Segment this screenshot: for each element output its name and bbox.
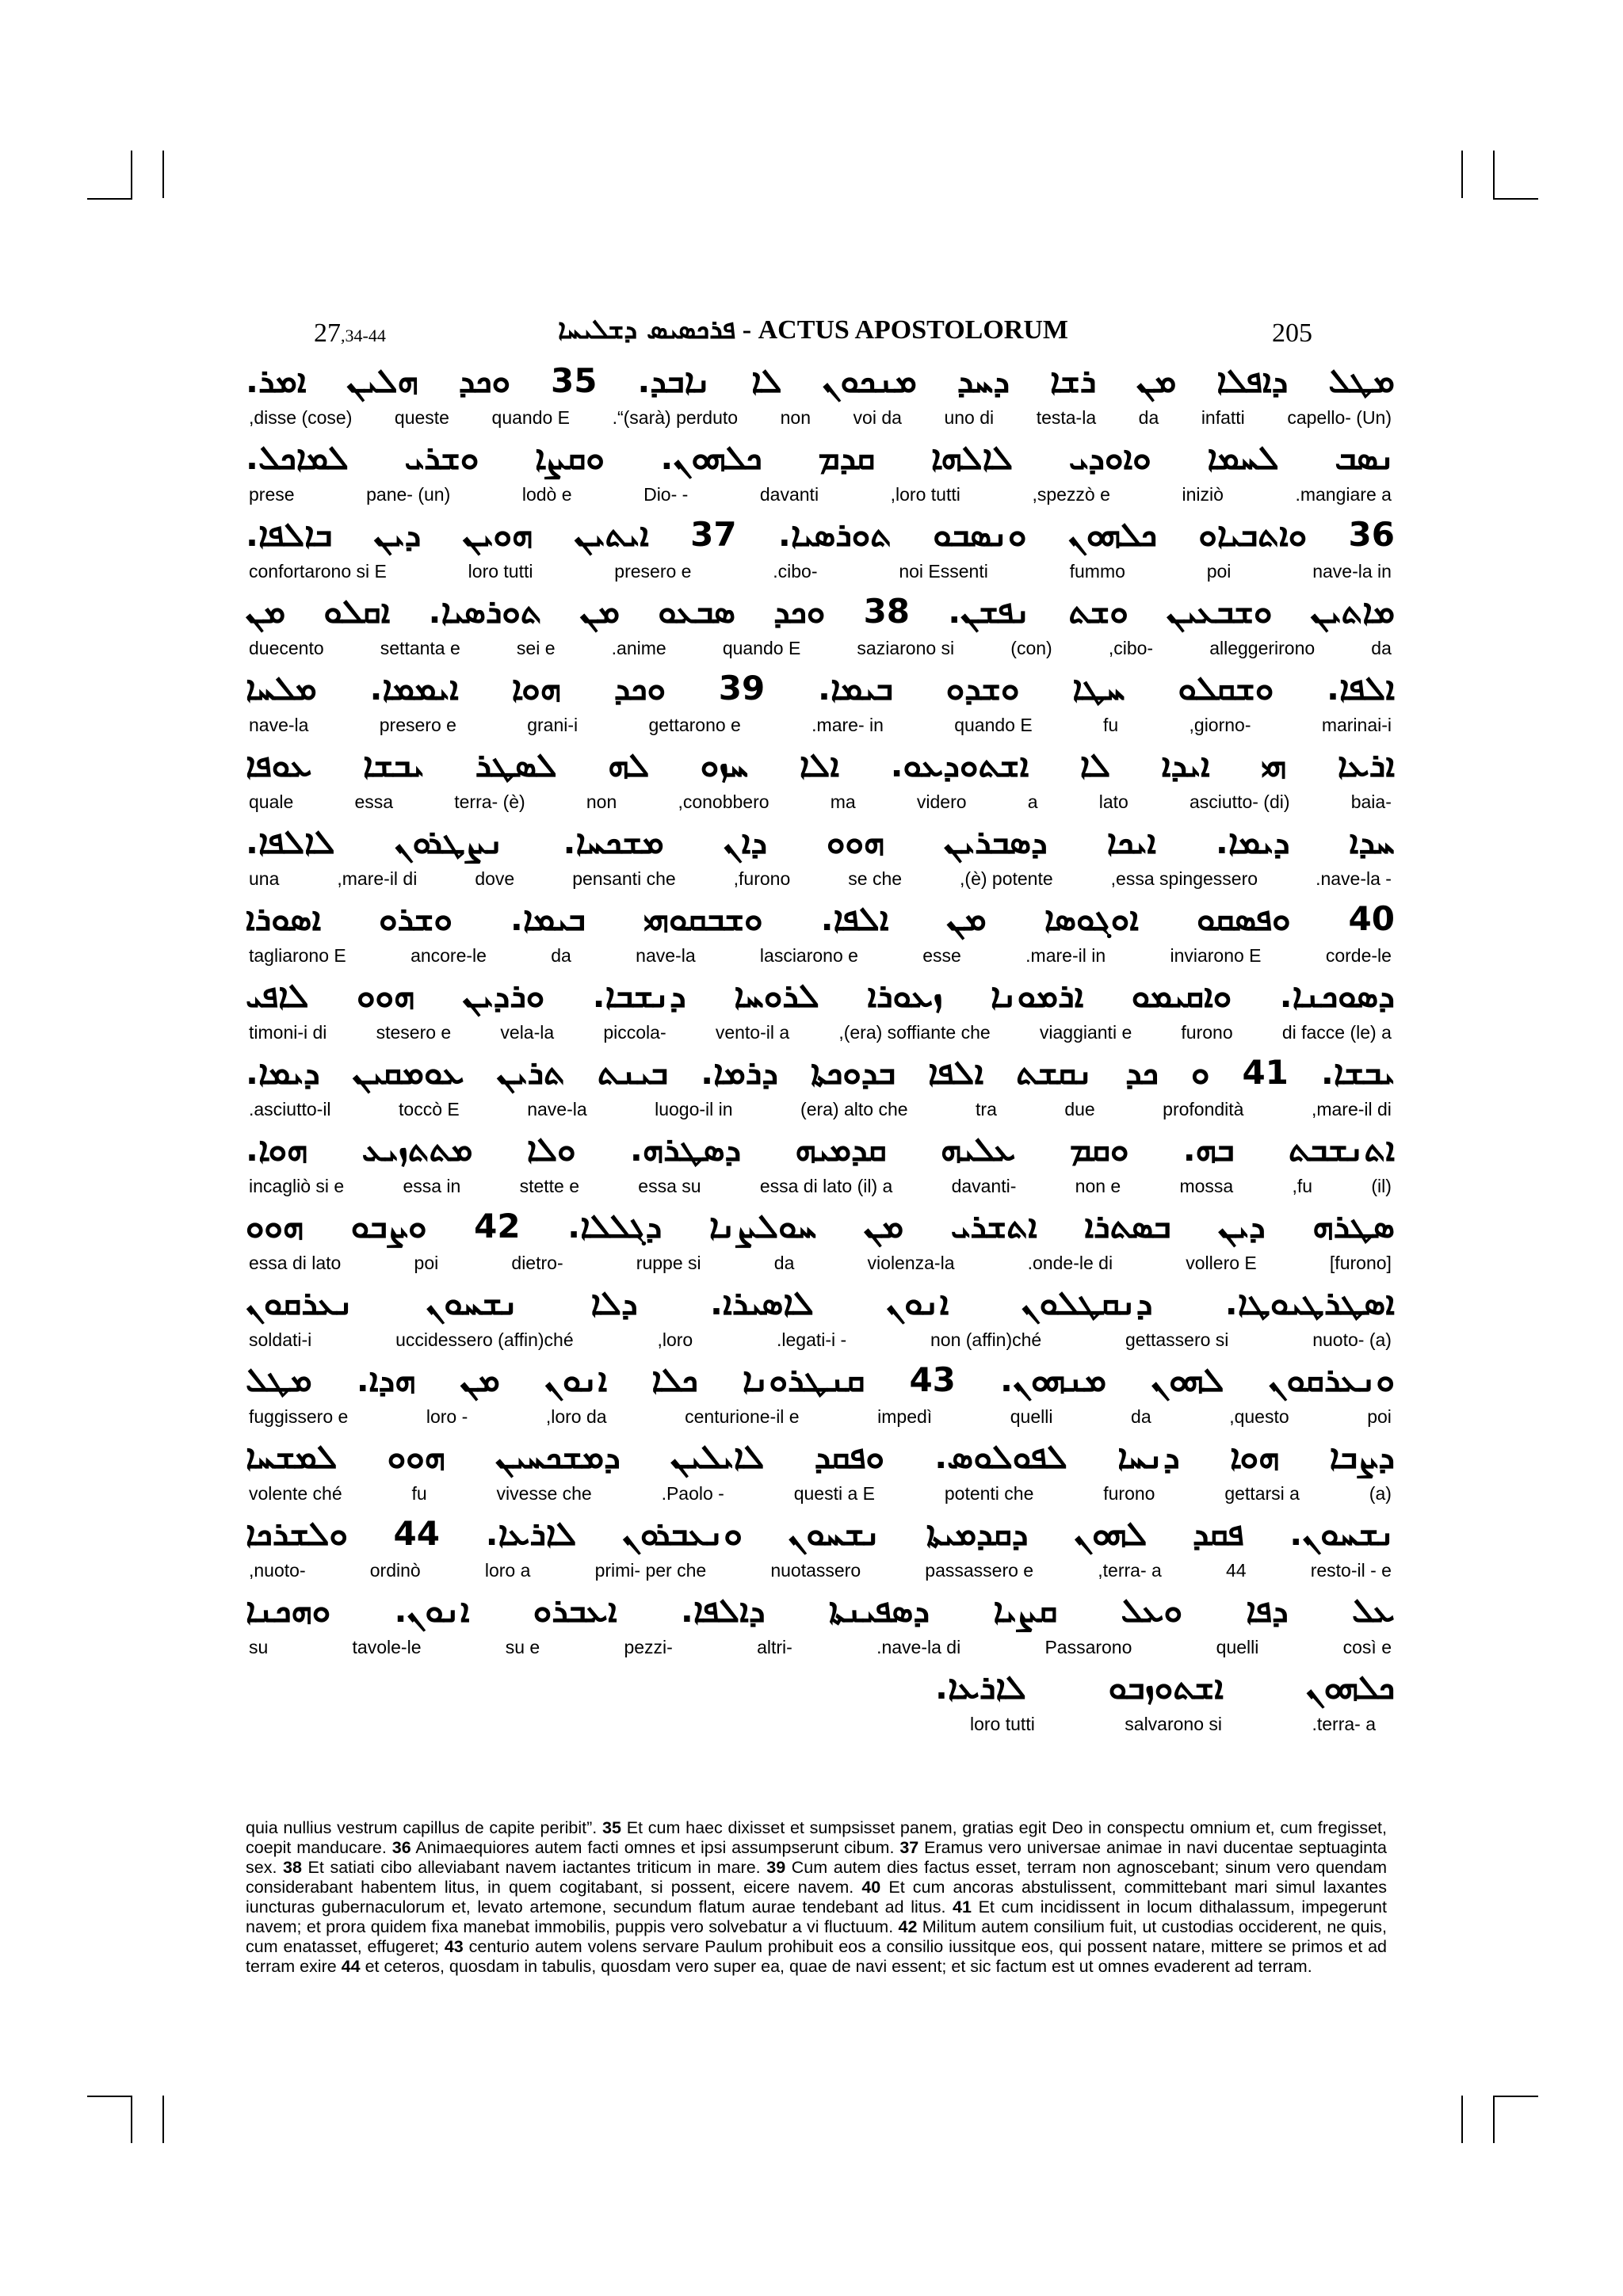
latin-verse-text: Et cum ancoras abstulissent, committebant mari simul laxantes iuncturas gubernaculorum et, levato artemone, secundum flatum aurae tendebant ad litus. (246, 1878, 1387, 1917)
gloss-word: dove (475, 868, 515, 889)
gloss-word: 44 (1225, 1560, 1247, 1581)
interlinear-line (246, 971, 1395, 1048)
gloss-word: da (773, 1253, 795, 1273)
syriac-line: ܢܫܚܘܢ. ܦܩܕ ܠܗܘܢ ܕܩܕܡܝܬܐ ܢܫܚܘܢ ܘܢܥܒܪܘܢ ܠܐܪܥܐ. 44 ܘܠܫܪܟܐ (246, 1514, 1395, 1553)
crop-mark (162, 151, 164, 198)
interlinear-line (246, 1279, 1395, 1356)
gloss-word: poi (414, 1253, 439, 1273)
gloss-word: davanti- (951, 1176, 1017, 1196)
syriac-line: ܐܪܥܐ ܗܝ ܐܝܕܐ ܠܐ ܐܫܬܘܕܥܘ. ܐܠܐ ܚܙܘ ܠܗ ܠܣܛܪ ܝܒܫܐ ܥܘܦܐ (246, 746, 1395, 784)
gloss-word: .onde-le di (1027, 1253, 1113, 1273)
gloss-word: quando E (954, 715, 1033, 735)
gloss-word: testa-la (1036, 407, 1097, 428)
gloss-word: ,(era) soffiante che (838, 1022, 991, 1043)
italian-gloss-line (967, 1714, 1379, 1735)
gloss-word: non (affin)ché (930, 1329, 1042, 1350)
gloss-word: poi (1206, 561, 1232, 582)
syriac-line: ܐܠܦܐ. ܘܫܩܠܘ ܚܛܐ ܘܫܕܘ ܒܝܡܐ. 39 ܘܟܕ ܗܘܐ ܐܝܡܡܐ. ܡܠܚܐ (246, 669, 1395, 707)
gloss-word: ,loro da (545, 1406, 607, 1427)
interlinear-line (246, 894, 1395, 971)
verse-number: 41 (953, 1897, 972, 1917)
gloss-word: essa su (638, 1176, 701, 1196)
gloss-word: sei e (516, 638, 556, 658)
crop-mark (1493, 2096, 1495, 2143)
gloss-word: ,furono (733, 868, 791, 889)
latin-verse-text: centurio autem volens servare Paulum prohibuit eos a consilio iussitque eos, qui possent natare, mittere se primos et ad terram exire (246, 1937, 1387, 1976)
italian-gloss-line (246, 638, 1395, 659)
gloss-word: Dio- - (643, 484, 689, 505)
gloss-word: a (1027, 791, 1038, 812)
gloss-word: .Paolo - (661, 1483, 724, 1504)
italian-gloss-line (246, 1637, 1395, 1658)
gloss-word: una (249, 868, 280, 889)
gloss-word: vento-il a (715, 1022, 790, 1043)
gloss-word: poi (1367, 1406, 1392, 1427)
crop-mark (87, 2096, 132, 2097)
gloss-word: lato (1098, 791, 1128, 812)
crop-mark (1493, 151, 1495, 198)
verse-number: 36 (391, 1838, 411, 1857)
interlinear-line (246, 510, 1395, 587)
gloss-word: prese (249, 484, 295, 505)
syriac-line: ܡܐܬܝܢ ܘܫܒܥܝܢ ܘܫܬ ܢܦܫܢ. 38 ܘܟܕ ܣܒܥܘ ܡܢ ܬܘܪܣܝܐ. ܐܩܠܘ ܡܢ (246, 592, 1395, 631)
interlinear-line (246, 664, 1395, 741)
gloss-word: su e (505, 1637, 540, 1657)
gloss-word: ancore-le (411, 945, 487, 966)
italian-gloss-line (246, 1022, 1395, 1043)
interlinear-line (246, 587, 1395, 664)
italian-gloss-line (246, 1406, 1395, 1428)
gloss-word: volente ché (249, 1483, 342, 1504)
gloss-word: loro a (484, 1560, 531, 1581)
gloss-word: grani-i (527, 715, 579, 735)
gloss-word: nuoto- (a) (1312, 1329, 1392, 1350)
italian-gloss-line (246, 561, 1395, 582)
gloss-word: capello- (Un) (1287, 407, 1392, 428)
gloss-word: ,spezzò e (1032, 484, 1110, 505)
gloss-word: voi da (853, 407, 902, 428)
italian-gloss-line (246, 868, 1395, 890)
gloss-word: (con) (1010, 638, 1052, 658)
gloss-word: presero e (379, 715, 456, 735)
syriac-line: ܣܛܪܗ ܕܝܢ ܒܣܬܪܐ ܐܬܫܪܝ ܡܢ ܚܘܠܨܢܐ ܕܓܠܠܐ. 42 ܘܨܒܘ ܗܘܘ (246, 1207, 1395, 1245)
gloss-word: impedì (877, 1406, 933, 1427)
gloss-word: fu (411, 1483, 427, 1504)
interlinear-line (246, 357, 1395, 433)
gloss-word: ruppe si (636, 1253, 701, 1273)
crop-mark (162, 2096, 164, 2143)
italian-gloss-line (246, 945, 1395, 967)
gloss-word: non e (1075, 1176, 1121, 1196)
gloss-word: saziarono si (857, 638, 955, 658)
gloss-word: quelli (1216, 1637, 1259, 1657)
gloss-word: nave-la in (1312, 561, 1392, 582)
gloss-word: salvarono si (1125, 1714, 1223, 1734)
gloss-word: [furono] (1329, 1253, 1392, 1273)
latin-verse-text: Eramus vero universae animae in navi ducentae septuaginta sex. (246, 1838, 1387, 1877)
latin-verse-text: et ceteros, quosdam in tabulis, quosdam vero super ea, quae de navi essent; et sic factum est ut omnes evaderent ad terram. (360, 1957, 1312, 1976)
gloss-word: incagliò si e (249, 1176, 345, 1196)
crop-mark (131, 151, 132, 198)
gloss-word: .mare- in (812, 715, 884, 735)
interlinear-line (246, 1202, 1395, 1279)
gloss-word: questi a E (793, 1483, 875, 1504)
italian-gloss-line (246, 1329, 1395, 1351)
gloss-word: ordinò (369, 1560, 421, 1581)
gloss-word: pensanti che (572, 868, 676, 889)
gloss-word: confortarono si E (249, 561, 387, 582)
gloss-word: violenza-la (867, 1253, 955, 1273)
gloss-word: uno di (944, 407, 995, 428)
interlinear-line (246, 1048, 1395, 1125)
gloss-word: ,conobbero (678, 791, 769, 812)
gloss-word: mossa (1179, 1176, 1234, 1196)
interlinear-line (246, 1432, 1395, 1509)
gloss-word: noi Essenti (899, 561, 988, 582)
verse-number: 43 (444, 1937, 464, 1956)
gloss-word: ma (830, 791, 856, 812)
gloss-word: ,essa spingessero (1110, 868, 1258, 889)
gloss-word: ,loro (657, 1329, 693, 1350)
gloss-word: non (780, 407, 811, 428)
gloss-word: ,terra- a (1098, 1560, 1162, 1581)
gloss-word: ,(è) potente (960, 868, 1053, 889)
interlinear-line (246, 1586, 1395, 1663)
gloss-word: fu (1103, 715, 1119, 735)
gloss-word: soldati-i (249, 1329, 312, 1350)
latin-verse-text: Militum autem consilium fuit, ut custodias occiderent, ne quis, cum enatasset, effugeret; (246, 1917, 1387, 1956)
gloss-word: corde-le (1325, 945, 1392, 966)
interlinear-line (246, 1663, 1395, 1740)
crop-mark (1461, 2096, 1463, 2143)
gloss-word: presero e (614, 561, 692, 582)
gloss-word: .terra- a (1312, 1714, 1376, 1734)
chapter-number: 27 (314, 318, 341, 348)
gloss-word: due (1064, 1099, 1095, 1119)
crop-mark (1493, 2096, 1538, 2097)
gloss-word: piccola- (603, 1022, 666, 1043)
gloss-word: furono (1103, 1483, 1155, 1504)
latin-title: - ACTUS APOSTOLORUM (735, 315, 1068, 345)
crop-mark (1493, 198, 1538, 200)
gloss-word: fummo (1069, 561, 1125, 582)
gloss-word: terra- (è) (454, 791, 525, 812)
gloss-word: iniziò (1182, 484, 1224, 505)
gloss-word: queste (394, 407, 449, 428)
gloss-word: settanta e (380, 638, 460, 658)
gloss-word: .mare-il in (1025, 945, 1106, 966)
latin-verse-text: Et satiati cibo alleviabant navem iactantes triticum in mare. (301, 1858, 767, 1877)
gloss-word: Passarono (1044, 1637, 1132, 1657)
gloss-word: vela-la (500, 1022, 555, 1043)
syriac-line: ܡܛܠ ܕܐܦܠܐ ܡܢ ܪܫܐ ܕܚܕ ܡܢܟܘܢ ܠܐ ܢܐܒܕ. 35 ܘܟܕ ܗܠܝܢ ܐܡܪ. (246, 361, 1395, 400)
syriac-line: ܢܣܒ ܠܚܡܐ ܘܐܘܕܝ ܠܐܠܗܐ ܩܕܡ ܟܠܗܘܢ. ܘܩܨܐ ܘܫܪܝ ܠܡܐܟܠ. (246, 438, 1395, 477)
gloss-word: altri- (757, 1637, 792, 1657)
gloss-word: ,loro tutti (890, 484, 960, 505)
gloss-word: quando E (722, 638, 801, 658)
gloss-word: duecento (249, 638, 324, 658)
gloss-word: pane- (un) (366, 484, 451, 505)
italian-gloss-line (246, 791, 1395, 813)
verse-number: 42 (898, 1917, 918, 1936)
gloss-word: loro - (426, 1406, 468, 1427)
gloss-word: da (1371, 638, 1392, 658)
interlinear-text (246, 357, 1395, 1740)
gloss-word: da (1131, 1406, 1151, 1427)
gloss-word: essa in (403, 1176, 461, 1196)
gloss-word: uccidessero (affin)ché (395, 1329, 574, 1350)
gloss-word: furono (1181, 1022, 1233, 1043)
gloss-word: tavole-le (352, 1637, 422, 1657)
running-header (314, 314, 1312, 353)
gloss-word: ,mare-il di (1311, 1099, 1392, 1119)
italian-gloss-line (246, 1099, 1395, 1120)
latin-verse-text: Et cum haec dixisset et sumpsisset panem, gratias egit Deo in conspectu omnium et, cum fregisset, coepit manducare. (246, 1818, 1387, 1857)
interlinear-line (246, 433, 1395, 510)
gloss-word: nuotassero (770, 1560, 861, 1581)
gloss-word: essa (354, 791, 394, 812)
gloss-word: vollero E (1186, 1253, 1257, 1273)
gloss-word: (a) (1369, 1483, 1392, 1504)
verse-number: 38 (283, 1858, 302, 1877)
gloss-word: inviarono E (1170, 945, 1262, 966)
gloss-word: se che (848, 868, 903, 889)
latin-verse-text: Animaequiores autem facti omnes et ipsi assumpserunt cibum. (411, 1838, 900, 1857)
latin-vulgate-text (246, 1818, 1387, 1977)
gloss-word: ,cibo- (1108, 638, 1154, 658)
gloss-word: tagliarono E (249, 945, 346, 966)
interlinear-line (246, 818, 1395, 894)
syriac-title: ܦܪܟܣܝܣ ܕܫܠܝܚܐ (558, 314, 736, 345)
gloss-word: profondità (1163, 1099, 1244, 1119)
verse-number: 44 (341, 1957, 361, 1976)
gloss-word: così e (1342, 1637, 1392, 1657)
gloss-word: di facce (le) a (1281, 1022, 1392, 1043)
gloss-word: .anime (611, 638, 666, 658)
gloss-word: ,giorno- (1189, 715, 1251, 735)
gloss-word: centurione-il e (685, 1406, 800, 1427)
gloss-word: gettarsi a (1224, 1483, 1300, 1504)
italian-gloss-line (246, 1560, 1395, 1581)
gloss-word: ,questo (1229, 1406, 1289, 1427)
italian-gloss-line (246, 484, 1395, 505)
gloss-word: potenti che (944, 1483, 1034, 1504)
italian-gloss-line (246, 1253, 1395, 1274)
crop-mark (1461, 151, 1463, 198)
gloss-word: luogo-il in (655, 1099, 733, 1119)
gloss-word: nave-la (527, 1099, 587, 1119)
gloss-word: resto-il - e (1310, 1560, 1392, 1581)
gloss-word: da (1138, 407, 1159, 428)
syriac-line: ܐܬܢܫܒܬ ܒܗ. ܘܩܡ ܥܠܝܗ ܩܕܡܝܗ ܕܣܛܪܗ. ܘܠܐ ܡܬܬܙܝܥ ܗܘܐ. (246, 1130, 1395, 1169)
gloss-word: non (586, 791, 617, 812)
gloss-word: (il) (1371, 1176, 1392, 1196)
gloss-word: lodò e (521, 484, 572, 505)
gloss-word: alleggerirono (1209, 638, 1316, 658)
syriac-line: ܘܢܥܪܩܘܢ ܠܗܘܢ ܡܢܗܘܢ. 43 ܩܢܛܪܘܢܐ ܟܠܐ ܐܢܘܢ ܡܢ ܗܕܐ. ܡܛܠ (246, 1360, 1395, 1399)
gloss-word: esse (922, 945, 961, 966)
gloss-word: viaggianti e (1039, 1022, 1132, 1043)
syriac-line: ܝܒܫܐ. 41 ܘ ܟܕ ܢܩܫܬ ܐܠܦܐ ܒܕܘܟܬܐ ܕܪܡܐ. ܒܝܢܬ ܬܪܝܢ ܥܘܡܩܝܢ ܕܝܡܐ. (246, 1053, 1395, 1092)
gloss-word: .asciutto-il (249, 1099, 331, 1119)
gloss-word: vivesse che (496, 1483, 592, 1504)
gloss-word: dietro- (511, 1253, 563, 1273)
italian-gloss-line (246, 1483, 1395, 1505)
gloss-word: fuggissero e (249, 1406, 349, 1427)
gloss-word: gettassero si (1125, 1329, 1229, 1350)
gloss-word: tra (976, 1099, 997, 1119)
verse-number: 37 (899, 1838, 919, 1857)
gloss-word: essa di lato (il) a (759, 1176, 893, 1196)
syriac-line: ܕܣܘܟܢܐ. ܘܐܩܝܡܘ ܐܪܡܘܢܐ ܙܥܘܪܐ ܠܪܘܚܐ ܕܢܫܒܐ. ܘܪܕܝܢ ܗܘܘ ܠܐܦܝ (246, 976, 1395, 1015)
page-number: 205 (1272, 318, 1312, 348)
gloss-word: passassero e (925, 1560, 1034, 1581)
gloss-word: ,mare-il di (337, 868, 418, 889)
book-title (314, 314, 1312, 345)
syriac-line: ܕܨܒܐ ܗܘܐ ܕܢܚܐ ܠܦܘܠܘܣ. ܘܦܩܕ ܠܐܝܠܝܢ ܕܡܫܟܚܝܢ ܗܘܘ ܠܡܫܚܐ (246, 1437, 1395, 1476)
interlinear-line (246, 741, 1395, 818)
verse-number: 40 (861, 1878, 881, 1897)
crop-mark (87, 198, 132, 200)
gloss-word: stesero e (376, 1022, 452, 1043)
interlinear-line (246, 1509, 1395, 1586)
gloss-word: davanti (759, 484, 819, 505)
gloss-word: baia- (1350, 791, 1392, 812)
gloss-word: nave-la (249, 715, 309, 735)
gloss-word: loro tutti (468, 561, 533, 582)
italian-gloss-line (246, 407, 1395, 429)
gloss-word: quale (249, 791, 294, 812)
latin-verse-text: Et cum incidissent in locum dithalassum, impegerunt navem; et prora quidem fixa manebat immobilis, puppis vero solvebatur a vi fluctuum. (246, 1897, 1387, 1936)
gloss-word: ,fu (1292, 1176, 1313, 1196)
syriac-line: ܥܠ ܕܦܐ ܘܥܠ ܩܨܝܐ ܕܣܦܝܢܬܐ ܕܐܠܦܐ. ܐܥܒܪܘ ܐܢܘܢ. ܘܗܟܢܐ (246, 1591, 1395, 1630)
gloss-word: primi- per che (594, 1560, 707, 1581)
gloss-word: .nave-la di (876, 1637, 961, 1657)
gloss-word: infatti (1201, 407, 1245, 428)
italian-gloss-line (246, 715, 1395, 736)
verse-range: ,34-44 (341, 326, 386, 345)
gloss-word: timoni-i di (249, 1022, 327, 1043)
gloss-word: lasciarono e (759, 945, 858, 966)
syriac-line: ܐܣܛܪܛܝܘܛܐ. ܕܢܩܛܠܘܢ ܐܢܘܢ ܠܐܣܝܪܐ. ܕܠܐ ܢܫܚܘܢ ܢܥܪܩܘܢ (246, 1283, 1395, 1322)
gloss-word: stette e (519, 1176, 580, 1196)
gloss-word: quando E (491, 407, 571, 428)
gloss-word: .“(sarà) perduto (612, 407, 739, 428)
latin-verse-text: Cum autem dies factus esset, terram non agnoscebant; sinum vero quendam considerabant habentem litus, in quem cogitabant, si possent, eicere navem. (246, 1858, 1387, 1897)
gloss-word: (era) alto che (800, 1099, 908, 1119)
verse-number: 39 (766, 1858, 786, 1877)
italian-gloss-line (246, 1176, 1395, 1197)
gloss-word: nave-la (636, 945, 696, 966)
syriac-line: 40 ܘܦܣܩܘ ܐܘܓܘܣܐ ܡܢ ܐܠܦܐ. ܘܫܒܩܘܗܝ ܒܝܡܐ. ܘܫܪܘ ܐܣܘܪܐ (246, 899, 1395, 938)
latin-verse-text: quia nullius vestrum capillus de capite peribit”. (246, 1818, 603, 1837)
gloss-word: su (249, 1637, 269, 1657)
verse-number: 35 (602, 1818, 621, 1837)
gloss-word: essa di lato (249, 1253, 342, 1273)
gloss-word: ,nuoto- (249, 1560, 306, 1581)
crop-mark (131, 2096, 132, 2143)
gloss-word: toccò E (399, 1099, 460, 1119)
interlinear-line (246, 1356, 1395, 1432)
gloss-word: .legati-i - (776, 1329, 847, 1350)
interlinear-line (246, 1125, 1395, 1202)
gloss-word: videro (916, 791, 967, 812)
gloss-word: pezzi- (624, 1637, 673, 1657)
gloss-word: marinai-i (1321, 715, 1392, 735)
gloss-word: asciutto- (di) (1189, 791, 1290, 812)
syriac-line: 36 ܘܐܬܒܝܐܘ ܟܠܗܘܢ ܘܢܣܒܘ ܬܘܪܣܝܐ. 37 ܐܝܬܝܢ ܗܘܝܢ ܕܝܢ ܒܐܠܦܐ. (246, 515, 1395, 554)
gloss-word: ,disse (cose) (249, 407, 353, 428)
gloss-word: .mangiare a (1295, 484, 1392, 505)
gloss-word: .nave-la - (1316, 868, 1392, 889)
gloss-word: gettarono e (648, 715, 741, 735)
gloss-word: quelli (1010, 1406, 1053, 1427)
gloss-word: loro tutti (970, 1714, 1035, 1734)
syriac-line: ܚܕܐ ܕܝܡܐ. ܐܝܟܐ ܕܣܒܪܝܢ ܗܘܘ ܕܐܢ ܡܫܟܚܐ. ܢܨܛܪܘܢ ܠܐܠܦܐ. (246, 822, 1395, 861)
syriac-line: ܟܠܗܘܢ ܐܫܬܘܙܒܘ ܠܐܪܥܐ. (935, 1668, 1395, 1707)
gloss-word: da (551, 945, 571, 966)
gloss-word: .cibo- (773, 561, 818, 582)
